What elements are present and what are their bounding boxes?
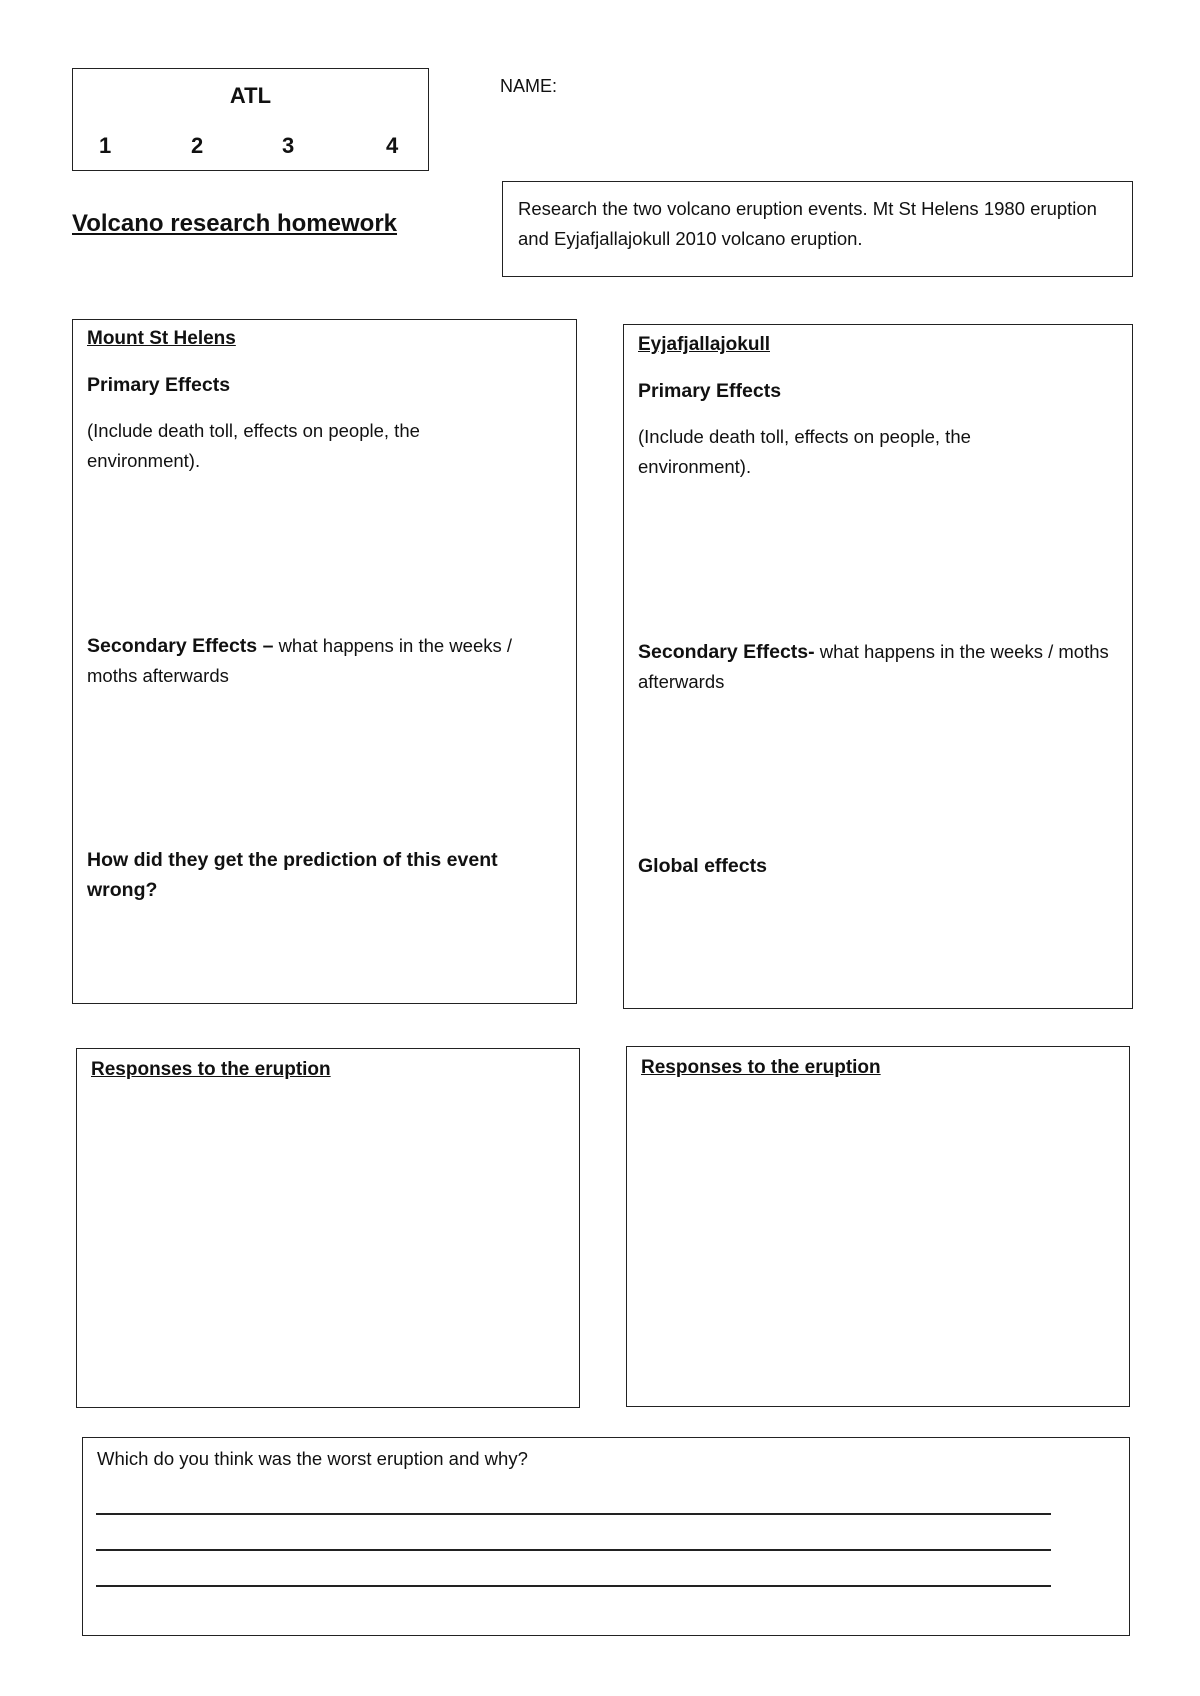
worst-eruption-box <box>82 1437 1130 1636</box>
eyjafjallajokull-heading: Eyjafjallajokull <box>638 334 770 355</box>
msh-primary-effects-note: (Include death toll, effects on people, the environment). <box>87 420 420 471</box>
atl-rating-box <box>72 68 429 171</box>
eyj-responses-heading: Responses to the eruption <box>641 1057 881 1078</box>
eyj-secondary-effects-heading: Secondary Effects- <box>638 641 815 663</box>
eyj-global-effects-heading: Global effects <box>638 855 767 877</box>
name-label: NAME: <box>500 76 558 96</box>
eyj-primary-effects-heading: Primary Effects <box>638 380 782 402</box>
answer-line-2[interactable] <box>96 1549 1051 1551</box>
atl-title: ATL <box>229 83 272 108</box>
msh-responses-heading: Responses to the eruption <box>91 1059 331 1080</box>
msh-secondary-effects <box>87 631 556 691</box>
msh-responses-box[interactable] <box>76 1048 580 1408</box>
answer-line-3[interactable] <box>96 1585 1051 1587</box>
atl-level-4[interactable]: 4 <box>386 133 399 158</box>
mount-st-helens-heading: Mount St Helens <box>87 328 236 349</box>
page-title: Volcano research homework <box>72 210 398 237</box>
intro-box <box>502 181 1133 277</box>
eyjafjallajokull-box <box>623 324 1133 1009</box>
mount-st-helens-box <box>72 319 577 1004</box>
atl-level-3[interactable]: 3 <box>282 133 295 158</box>
msh-prediction-heading: How did they get the prediction of this event wrong? <box>87 849 498 901</box>
eyj-secondary-effects <box>638 637 1112 697</box>
eyj-primary-effects-note: (Include death toll, effects on people, the environment). <box>638 426 971 477</box>
atl-level-1[interactable]: 1 <box>99 133 112 158</box>
worst-eruption-question: Which do you think was the worst eruption and why? <box>97 1448 528 1469</box>
eyj-secondary-effects-note: what happens in the weeks / moths afterwards <box>638 641 1109 692</box>
answer-line-1[interactable] <box>96 1513 1051 1515</box>
msh-primary-effects-heading: Primary Effects <box>87 374 231 396</box>
eyj-responses-box[interactable] <box>626 1046 1130 1407</box>
msh-secondary-effects-note: what happens in the weeks / moths afterwards <box>87 635 513 686</box>
msh-secondary-effects-heading: Secondary Effects – <box>87 635 274 657</box>
intro-text: Research the two volcano eruption events. Mt St Helens 1980 eruption and Eyjafjallajokull 2010 volcano eruption. <box>518 198 1097 249</box>
atl-level-2[interactable]: 2 <box>191 133 204 158</box>
